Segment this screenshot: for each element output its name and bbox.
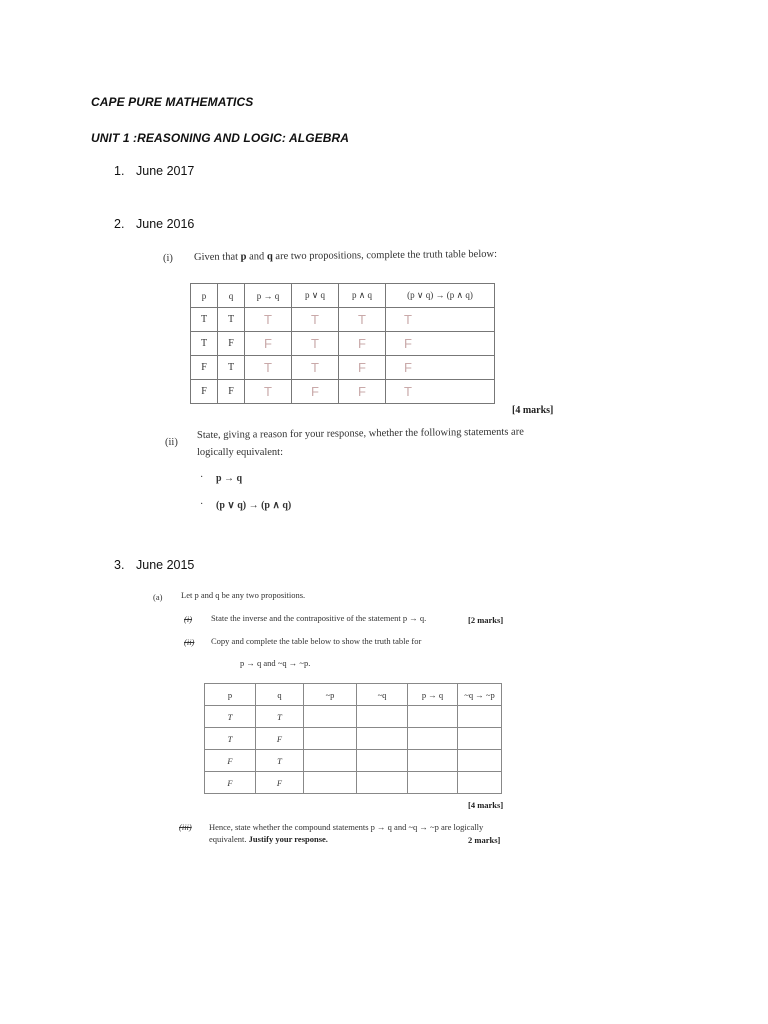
june2016-truth-table	[190, 283, 495, 404]
table-header-cell: p	[205, 684, 256, 706]
handwritten-cell: F	[339, 356, 386, 380]
june2015-marks-ii: [4 marks]	[468, 800, 504, 810]
table-cell	[304, 750, 357, 772]
june2015-part-ii-text: Copy and complete the table below to show the truth table for	[211, 636, 422, 646]
table-header-cell: p ∨ q	[292, 284, 339, 308]
question-label: June 2017	[136, 164, 195, 178]
question-number: 3.	[114, 558, 125, 572]
table-row	[205, 728, 502, 750]
handwritten-cell: T	[245, 380, 292, 404]
table-cell	[458, 728, 502, 750]
table-cell: T	[256, 706, 304, 728]
june2015-part-iii-line1: Hence, state whether the compound statements p → q and ~q → ~p are logically	[209, 822, 484, 832]
june2016-part-i-text: Given that p and q are two propositions, complete the truth table below:	[193, 248, 498, 263]
table-cell: F	[205, 772, 256, 794]
unit-title: UNIT 1 :REASONING AND LOGIC: ALGEBRA	[91, 131, 350, 145]
handwritten-cell: F	[386, 332, 495, 356]
june2015-marks-iii: 2 marks]	[468, 835, 501, 845]
table-cell: F	[218, 380, 245, 404]
table-header-cell: p → q	[408, 684, 458, 706]
june2015-part-iii-label: (iii)	[179, 822, 192, 832]
june2015-truth-table	[204, 683, 502, 794]
table-cell	[357, 750, 408, 772]
table-cell	[357, 728, 408, 750]
june2016-part-ii-label: (ii)	[165, 437, 178, 448]
table-cell: F	[256, 728, 304, 750]
june2015-part-ii-label: (ii)	[184, 637, 195, 647]
table-cell	[408, 706, 458, 728]
table-cell: F	[256, 772, 304, 794]
table-header-cell: ~q	[357, 684, 408, 706]
table-cell	[357, 706, 408, 728]
table-header-cell: p ∧ q	[339, 284, 386, 308]
handwritten-cell: F	[339, 380, 386, 404]
table-cell: F	[191, 380, 218, 404]
question-2	[114, 217, 194, 231]
table-header-cell: q	[256, 684, 304, 706]
question-number: 2.	[114, 217, 125, 231]
june2015-part-ii-formula: p → q and ~q → ~p.	[240, 658, 311, 668]
table-row	[191, 308, 495, 332]
table-row	[205, 772, 502, 794]
table-row	[191, 380, 495, 404]
table-cell	[458, 750, 502, 772]
table-header-row	[205, 684, 502, 706]
june2015-part-i-label: (i)	[184, 614, 193, 624]
table-row	[191, 332, 495, 356]
handwritten-cell: T	[245, 308, 292, 332]
table-row	[205, 750, 502, 772]
question-label: June 2016	[136, 217, 195, 231]
table-cell	[408, 772, 458, 794]
handwritten-cell: T	[292, 356, 339, 380]
june2016-statement-1: p → q	[216, 473, 243, 484]
june2015-part-a-text: Let p and q be any two propositions.	[181, 590, 306, 600]
table-header-row	[191, 284, 495, 308]
handwritten-cell: T	[292, 332, 339, 356]
table-header-cell: p → q	[245, 284, 292, 308]
question-3	[114, 558, 194, 572]
handwritten-cell: F	[245, 332, 292, 356]
table-cell	[458, 706, 502, 728]
table-cell	[304, 772, 357, 794]
table-cell	[408, 750, 458, 772]
june2016-part-i-label: (i)	[163, 253, 173, 264]
table-header-cell: ~p	[304, 684, 357, 706]
question-label: June 2015	[136, 558, 195, 572]
table-cell: T	[256, 750, 304, 772]
table-cell: F	[205, 750, 256, 772]
document-title: CAPE PURE MATHEMATICS	[91, 95, 254, 109]
bullet-1: ·	[200, 472, 204, 483]
june2015-part-iii-line2: equivalent. Justify your response.	[209, 834, 328, 844]
table-header-cell: q	[218, 284, 245, 308]
june2015-part-i-text: State the inverse and the contrapositive of the statement p → q.	[211, 613, 427, 623]
june2016-marks-i: [4 marks]	[512, 405, 554, 416]
handwritten-cell: T	[386, 308, 495, 332]
table-cell: T	[205, 706, 256, 728]
table-header-cell: (p ∨ q) → (p ∧ q)	[386, 284, 495, 308]
table-cell	[458, 772, 502, 794]
table-cell	[304, 728, 357, 750]
handwritten-cell: T	[245, 356, 292, 380]
table-header-cell: p	[191, 284, 218, 308]
handwritten-cell: T	[339, 308, 386, 332]
june2016-part-ii-line2: logically equivalent:	[197, 447, 284, 458]
table-cell: T	[218, 308, 245, 332]
handwritten-cell: F	[292, 380, 339, 404]
table-cell: F	[218, 332, 245, 356]
question-1	[114, 164, 194, 178]
handwritten-cell: T	[386, 380, 495, 404]
table-row	[191, 356, 495, 380]
handwritten-cell: F	[339, 332, 386, 356]
june2015-part-a-label: (a)	[153, 592, 163, 602]
table-cell	[408, 728, 458, 750]
table-cell: T	[191, 332, 218, 356]
handwritten-cell: T	[292, 308, 339, 332]
handwritten-cell: F	[386, 356, 495, 380]
table-cell: T	[191, 308, 218, 332]
june2015-marks-i: [2 marks]	[468, 615, 504, 625]
table-cell	[357, 772, 408, 794]
table-cell: T	[205, 728, 256, 750]
table-cell: F	[191, 356, 218, 380]
table-header-cell: ~q → ~p	[458, 684, 502, 706]
question-number: 1.	[114, 164, 125, 178]
table-row	[205, 706, 502, 728]
table-cell	[304, 706, 357, 728]
bullet-2: ·	[200, 499, 204, 510]
table-cell: T	[218, 356, 245, 380]
june2016-part-ii-line1: State, giving a reason for your response, whether the following statements are	[196, 426, 524, 441]
june2016-statement-2: (p ∨ q) → (p ∧ q)	[216, 500, 292, 511]
